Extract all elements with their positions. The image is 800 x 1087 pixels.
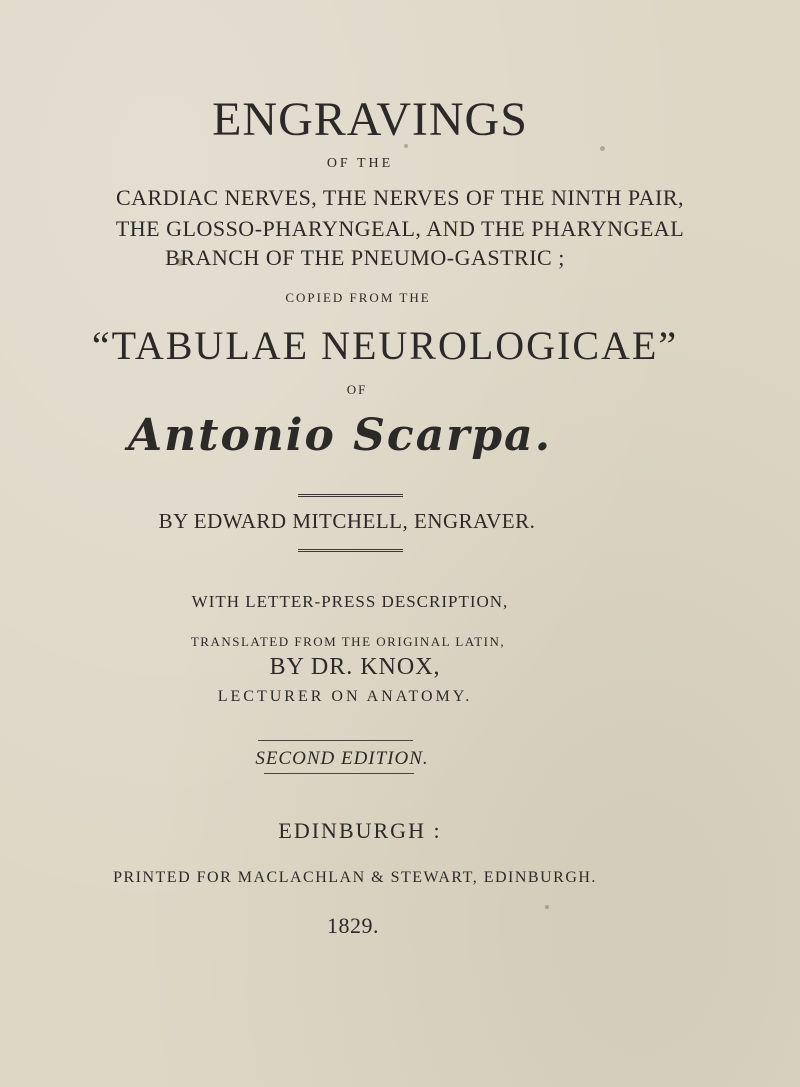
letterpress-line: WITH LETTER-PRESS DESCRIPTION, xyxy=(191,592,509,611)
foxing-spot xyxy=(600,146,605,151)
double-rule-bottom xyxy=(298,549,403,552)
printer-line: PRINTED FOR MACLACHLAN & STEWART, EDINBURGH. xyxy=(113,869,597,886)
translated-line: TRANSLATED FROM THE ORIGINAL LATIN, xyxy=(190,634,506,649)
of-line: OF xyxy=(346,382,368,397)
edition-line: SECOND EDITION. xyxy=(255,748,429,769)
copied-from-line: COPIED FROM THE xyxy=(285,290,431,305)
work-title: “TABULAE NEUROLOGICAE” xyxy=(91,323,679,368)
author-name: Antonio Scarpa. xyxy=(127,410,553,461)
edition-rule-bottom xyxy=(264,773,414,774)
subtitle-line-1: CARDIAC NERVES, THE NERVES OF THE NINTH PAIR, xyxy=(116,185,684,210)
translator-title: LECTURER ON ANATOMY. xyxy=(217,688,473,705)
double-rule-top xyxy=(298,494,403,497)
of-the-line: OF THE xyxy=(326,156,394,171)
edition-rule-top xyxy=(258,740,413,741)
foxing-spot xyxy=(404,144,408,148)
year-line: 1829. xyxy=(327,913,379,938)
foxing-spot xyxy=(176,258,184,266)
engraver-line: BY EDWARD MITCHELL, ENGRAVER. xyxy=(158,509,536,533)
subtitle-line-3: BRANCH OF THE PNEUMO-GASTRIC ; xyxy=(165,245,565,270)
main-title: ENGRAVINGS xyxy=(212,93,528,146)
subtitle-line-2: THE GLOSSO-PHARYNGEAL, AND THE PHARYNGEAL xyxy=(115,216,685,241)
translator-line: BY DR. KNOX, xyxy=(269,654,441,680)
foxing-spot xyxy=(545,905,549,909)
place-line: EDINBURGH : xyxy=(278,818,442,843)
